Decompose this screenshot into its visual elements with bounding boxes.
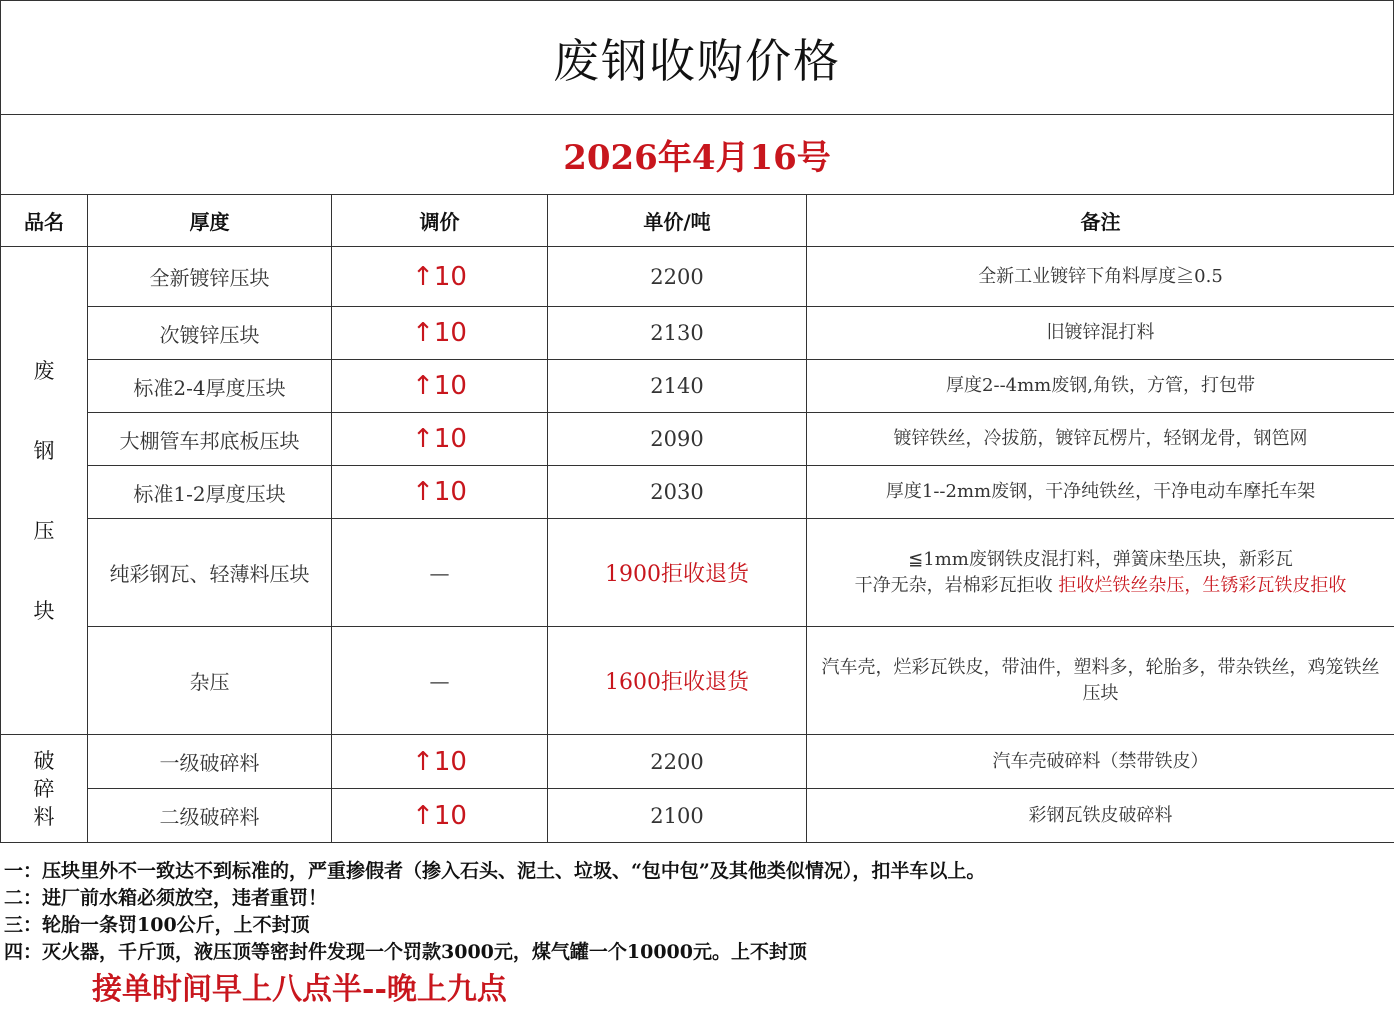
- category-char: 钢: [33, 438, 55, 463]
- table-row: [1, 413, 1394, 466]
- table-row: [1, 360, 1394, 413]
- unit-price: 2090: [548, 413, 807, 466]
- rule-line: 三：轮胎一条罚100公斤，上不封顶: [4, 914, 310, 936]
- product-name: 标准1-2厚度压块: [88, 466, 332, 519]
- business-hours: 接单时间早上八点半--晚上九点: [92, 972, 507, 1007]
- table-row: [1, 519, 1394, 627]
- product-name: 一级破碎料: [88, 735, 332, 789]
- row-note-line: ≦1mm废钢铁皮混打料，弹簧床垫压块，新彩瓦: [908, 548, 1293, 570]
- price-adjust: ↑10: [332, 735, 548, 789]
- table-row: [1, 466, 1394, 519]
- category-char: 破: [33, 748, 55, 773]
- header-note: 备注: [807, 195, 1394, 247]
- category-cell: [1, 247, 88, 735]
- product-name: 大棚管车邦底板压块: [88, 413, 332, 466]
- header-product: 品名: [1, 195, 88, 247]
- category-cell: [1, 735, 88, 843]
- row-note: [807, 519, 1394, 627]
- table-row: [1, 247, 1394, 307]
- table-row: [1, 307, 1394, 360]
- category-char: 料: [33, 804, 55, 829]
- row-note: 旧镀锌混打料: [807, 307, 1394, 360]
- title-box: [0, 0, 1394, 115]
- price-adjust: —: [332, 519, 548, 627]
- row-note: 厚度1--2mm废钢，干净纯铁丝，干净电动车摩托车架: [807, 466, 1394, 519]
- date-label: 2026年4月16号: [563, 137, 831, 178]
- price-adjust: ↑10: [332, 247, 548, 307]
- unit-price: 2130: [548, 307, 807, 360]
- header-adjust: 调价: [332, 195, 548, 247]
- table-row: [1, 735, 1394, 789]
- rule-line: 二：进厂前水箱必须放空，违者重罚！: [4, 887, 328, 909]
- product-name: 标准2-4厚度压块: [88, 360, 332, 413]
- price-adjust: ↑10: [332, 789, 548, 843]
- product-name: 杂压: [88, 627, 332, 735]
- price-adjust: ↑10: [332, 413, 548, 466]
- price-adjust: —: [332, 627, 548, 735]
- rule-line: 一：压块里外不一致达不到标准的，严重掺假者（掺入石头、泥土、垃圾、“包中包”及其他类似情况），扣半车以上。: [4, 860, 986, 882]
- table-row: [1, 627, 1394, 735]
- unit-price: 1900拒收退货: [548, 519, 807, 627]
- row-note: 彩钢瓦铁皮破碎料: [807, 789, 1394, 843]
- category-char: 碎: [33, 776, 55, 801]
- row-note: 汽车壳破碎料（禁带铁皮）: [807, 735, 1394, 789]
- row-note-warning: 拒收烂铁丝杂压，生锈彩瓦铁皮拒收: [1058, 574, 1347, 596]
- unit-price: 2200: [548, 735, 807, 789]
- unit-price: 2100: [548, 789, 807, 843]
- row-note: 镀锌铁丝，冷拔筋，镀锌瓦楞片，轻钢龙骨，钢笆网: [807, 413, 1394, 466]
- header-price: 单价/吨: [548, 195, 807, 247]
- category-char: 废: [33, 358, 55, 383]
- price-adjust: ↑10: [332, 307, 548, 360]
- date-box: [0, 114, 1394, 194]
- unit-price: 2200: [548, 247, 807, 307]
- product-name: 次镀锌压块: [88, 307, 332, 360]
- unit-price: 2030: [548, 466, 807, 519]
- product-name: 纯彩钢瓦、轻薄料压块: [88, 519, 332, 627]
- unit-price: 1600拒收退货: [548, 627, 807, 735]
- row-note-text: 干净无杂，岩棉彩瓦拒收: [854, 574, 1059, 596]
- page-title: 废钢收购价格: [553, 33, 841, 88]
- row-note: 汽车壳，烂彩瓦铁皮，带油件，塑料多，轮胎多，带杂铁丝，鸡笼铁丝压块: [807, 627, 1394, 735]
- price-adjust: ↑10: [332, 466, 548, 519]
- row-note: 全新工业镀锌下角料厚度≧0.5: [807, 247, 1394, 307]
- category-char: 块: [33, 598, 55, 623]
- price-adjust: ↑10: [332, 360, 548, 413]
- table-row: [1, 789, 1394, 843]
- price-table: [0, 194, 1394, 843]
- header-row: [1, 195, 1394, 247]
- row-note-line: [813, 573, 1388, 599]
- category-char: 压: [33, 518, 55, 543]
- header-thickness: 厚度: [88, 195, 332, 247]
- row-note: 厚度2--4mm废钢,角铁，方管，打包带: [807, 360, 1394, 413]
- unit-price: 2140: [548, 360, 807, 413]
- product-name: 全新镀锌压块: [88, 247, 332, 307]
- product-name: 二级破碎料: [88, 789, 332, 843]
- rule-line: 四：灭火器，千斤顶，液压顶等密封件发现一个罚款3000元，煤气罐一个10000元。上不封顶: [4, 941, 807, 963]
- rules-notes: [4, 858, 1390, 1012]
